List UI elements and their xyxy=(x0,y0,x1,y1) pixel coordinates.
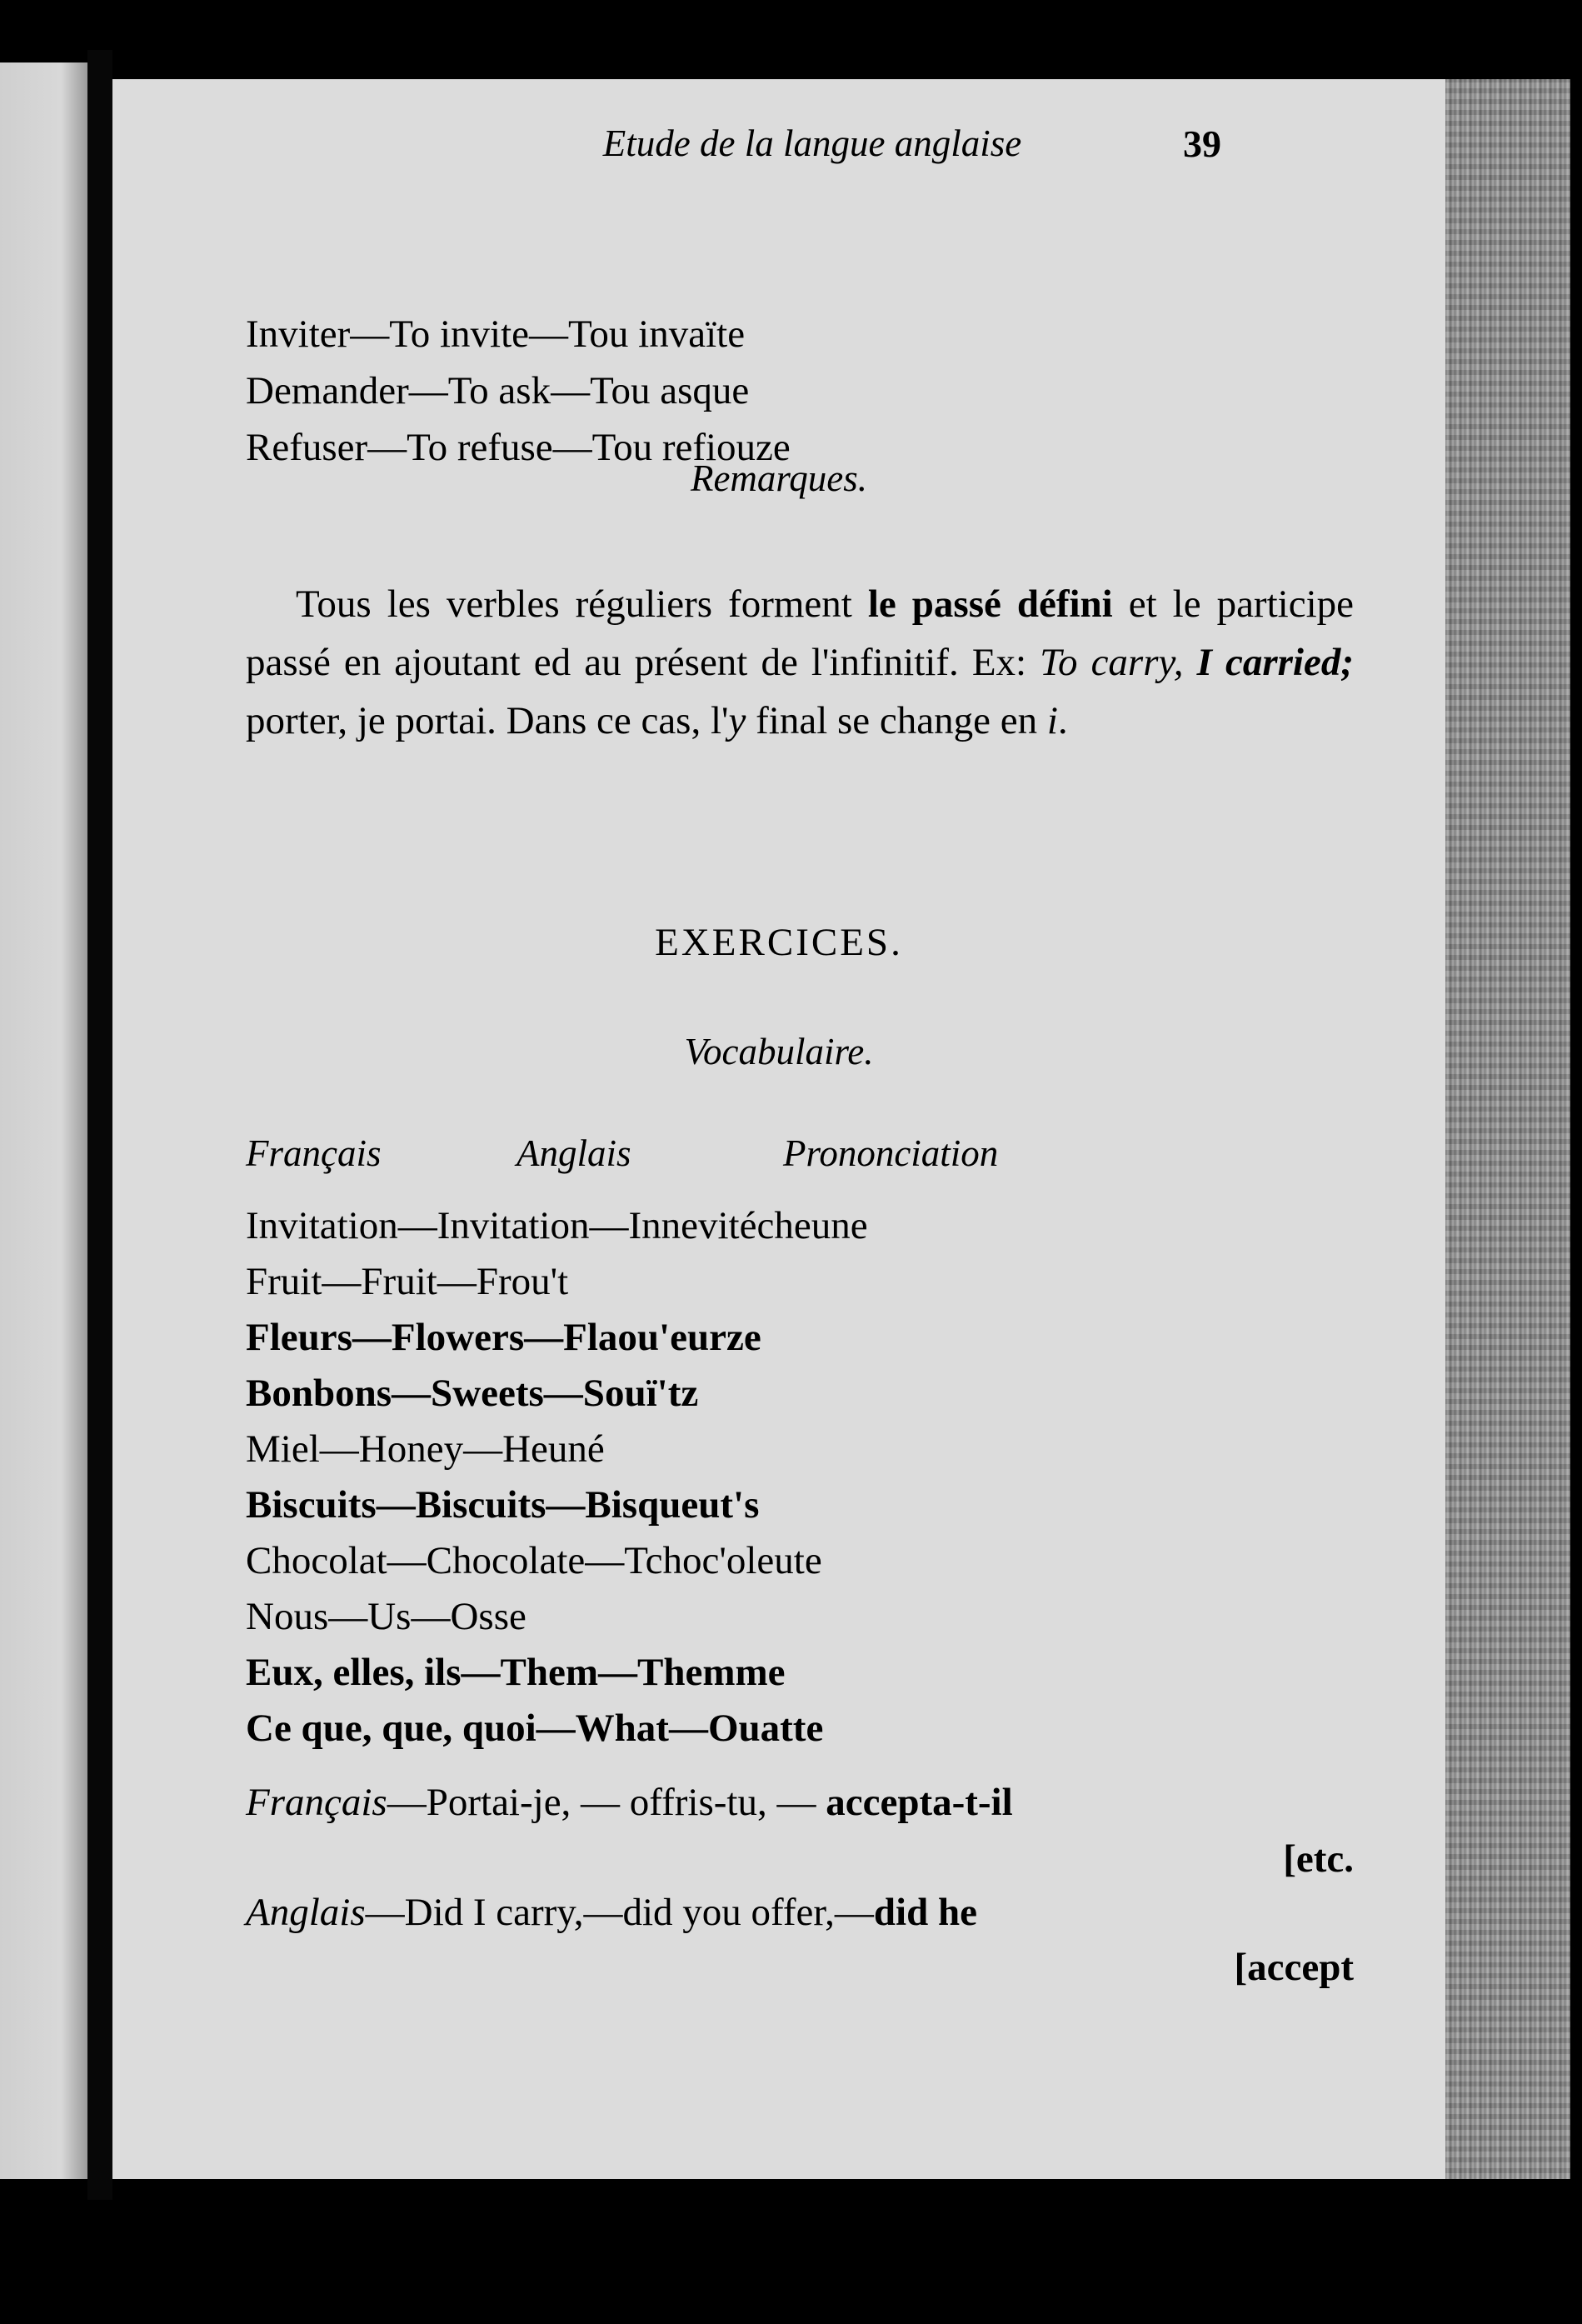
francais-continuation: [etc. xyxy=(1283,1837,1354,1881)
remarques-heading: Remarques. xyxy=(690,457,868,499)
vocab-row: Invitation—Invitation—Innevitécheune xyxy=(246,1204,868,1247)
vocab-row: Chocolat—Chocolate—Tchoc'oleute xyxy=(246,1539,822,1582)
vocab-row: Fleurs—Flowers—Flaou'eurze xyxy=(246,1316,761,1359)
verb-line: Inviter—To invite—Tou invaïte xyxy=(246,312,746,356)
book-gutter xyxy=(87,50,112,2200)
francais-bold-tail: accepta-t-il xyxy=(826,1781,1013,1824)
francais-exercise-line xyxy=(246,1783,1354,1822)
anglais-text: —Did I carry,—did you offer,— xyxy=(365,1891,874,1934)
column-header-francais: Français xyxy=(246,1132,382,1174)
francais-label: Français xyxy=(246,1781,387,1824)
vocab-row: Ce que, que, quoi—What—Ouatte xyxy=(246,1707,824,1750)
paragraph-text: . xyxy=(1057,699,1068,742)
vocab-row: Biscuits—Biscuits—Bisqueut's xyxy=(246,1483,760,1527)
paragraph-text: Tous les verbles réguliers forment xyxy=(296,582,868,626)
column-header-prononciation: Prononciation xyxy=(783,1132,999,1174)
francais-text: —Portai-je, — offris-tu, — xyxy=(387,1781,826,1824)
paragraph-text: final se change en xyxy=(746,699,1047,742)
vocab-row: Fruit—Fruit—Frou't xyxy=(246,1260,569,1303)
exercices-heading: EXERCICES. xyxy=(655,921,903,964)
verb-line: Refuser—To refuse—Tou refiouze xyxy=(246,426,791,469)
remarques-paragraph xyxy=(246,575,1354,750)
paragraph-example-en: To carry, xyxy=(1040,641,1197,684)
paragraph-text: porter, je portai. Dans ce cas, l' xyxy=(246,699,729,742)
verb-line: Demander—To ask—Tou asque xyxy=(246,369,750,412)
running-head: Etude de la langue anglaise xyxy=(602,122,1022,164)
page-number: 39 xyxy=(1183,122,1221,165)
vocabulaire-heading: Vocabulaire. xyxy=(684,1031,874,1072)
anglais-label: Anglais xyxy=(246,1891,366,1934)
facing-page-edge xyxy=(0,62,87,2179)
paragraph-bold-term: le passé défini xyxy=(867,582,1113,626)
column-header-anglais: Anglais xyxy=(517,1132,631,1174)
paragraph-letter-y: y xyxy=(728,699,746,742)
anglais-continuation: [accept xyxy=(1234,1946,1354,1989)
paragraph-text: et le participe passé en ajoutant ed au présent de l'infinitif. Ex: xyxy=(246,582,1354,684)
vocab-row: Nous—Us—Osse xyxy=(246,1595,527,1638)
anglais-bold-tail: did he xyxy=(873,1891,977,1934)
anglais-exercise-line xyxy=(246,1893,1354,1932)
page-stack-edge xyxy=(1445,79,1570,2179)
paragraph-letter-i: i xyxy=(1046,699,1058,742)
vocab-row: Bonbons—Sweets—Souï'tz xyxy=(246,1372,699,1415)
paragraph-example-en-bold: I carried; xyxy=(1196,641,1354,684)
vocab-row: Miel—Honey—Heuné xyxy=(246,1427,605,1471)
vocab-row: Eux, elles, ils—Them—Themme xyxy=(246,1651,786,1694)
